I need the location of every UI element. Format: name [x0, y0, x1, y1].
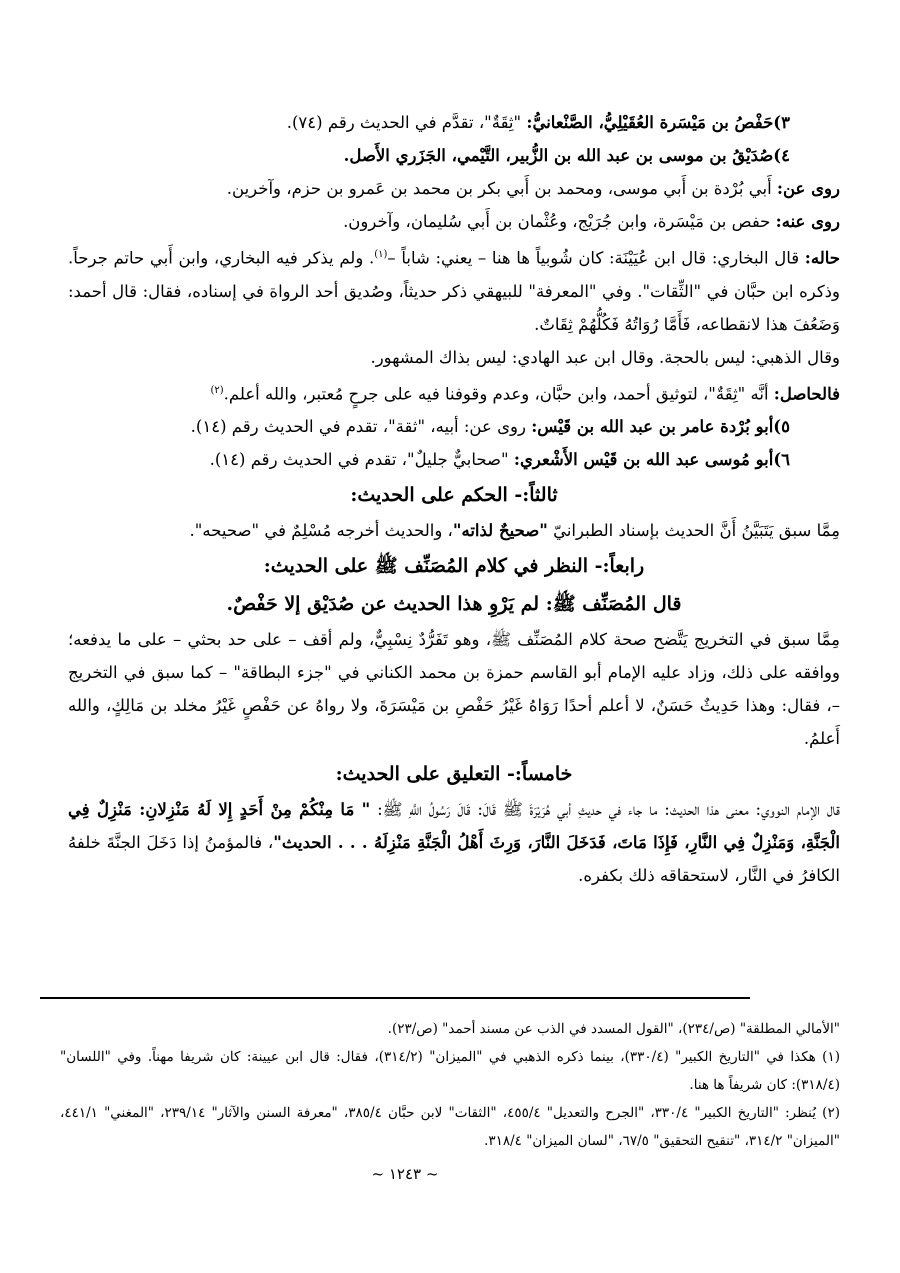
dhahabi-paragraph: [68, 341, 840, 374]
status-text: قال البخاري: قال ابن عُيَيْنَة: كان شُوبياً ها هنا – يعني: شاباً –: [387, 248, 805, 268]
narrator-5-text: روى عن: أبيه، "ثقة"، تقدم في الحديث رقم (١٤).: [190, 417, 532, 436]
narrated-by-text: حفص بن مَيْسَرة، وابن جُرَيْج، وعُثْمان بن أَبي سُليمان، وآخرون.: [343, 212, 776, 231]
footnotes: [60, 1015, 840, 1155]
narrated-by: [68, 205, 840, 238]
footnote-ref-1[interactable]: (١): [374, 249, 388, 260]
narrator-6-text: "صحابيٌّ جليلٌ"، تقدم في الحديث رقم (١٤).: [209, 450, 514, 469]
commentary-text: قال الإمام النووي: معنى هذا الحديث: ما جاء في حديثِ أبي هُرَيْرَةَ ﷺ قَالَ: قَالَ رَسُولُ اللَّهِ ﷺ:: [370, 800, 840, 819]
heading-third-title: ثالثاً:- الحكم على الحديث: [357, 484, 558, 506]
narrator-5-name: ٥)أبو بُرْدة عامر بن عبد الله بن قَيْس:: [531, 417, 790, 436]
narrated-from-text: أَبي بُرْدة بن أَبي موسى، ومحمد بن أَبي بكر بن محمد بن عَمرو بن حزم، وآخرين.: [226, 179, 777, 198]
dhahabi-text: وقال الذهبي: ليس بالحجة. وقال ابن عبد الهادي: ليس بذاك المشهور.: [370, 347, 840, 367]
page-number: ~ ١٢٤٣ ~: [371, 1165, 439, 1183]
footnote-divider: [40, 997, 750, 999]
narrated-from-label: روى عن:: [776, 179, 840, 198]
heading-third-colon: :: [350, 484, 358, 506]
heading-fifth: [68, 755, 840, 793]
heading-fifth-title: خامساً:- التعليق على الحديث: [342, 763, 573, 785]
narrator-3-text: "ثِقَةٌ"، تقدَّم في الحديث رقم (٧٤).: [286, 113, 527, 132]
narrator-4-name: ٤)صُدَيْقُ بن موسى بن عبد الله بن الزُّبير، التَّيْمي، الجَزَري الأَصل.: [343, 146, 790, 165]
ruling-text: مِمَّا سبق يَتَبَيَّنُ أَنَّ الحديث بإسناد الطبرانيّ: [547, 521, 840, 540]
narrator-6-name: ٦)أبو مُوسى عبد الله بن قَيْس الأَشْعري:: [513, 450, 790, 469]
main-text: [68, 106, 840, 892]
narrator-3-name: ٣)حَفْصُ بن مَيْسَرة العُقَيْلِيُّ، الصَّنْعانيُّ:: [526, 113, 790, 132]
heading-fourth-colon: :: [263, 555, 271, 577]
discussion-text: مِمَّا سبق في التخريج يَتَّضح صحة كلام المُصَنِّف ﷺ، وهو تَفَرُّدٌ نِسْبِيٌّ، ولم أقف – على حد بحثي – على ما يدفعه؛ ووافقه على ذلك، وزاد عليه الإمام أبو القاسم حمزة بن محمد الكناني في "جزء البطاقة" – كما سبق في التخريج –، فقال: وهذا حَدِيثٌ حَسَنٌ، لا أعلم أحدًا رَوَاهُ غَيْرُ حَفْصِ بن مَيْسَرَةَ، ولا رواهُ عن حَفْصٍ غَيْرُ مخلد بن مَالِكٍ، والله أَعلمُ.: [68, 630, 840, 748]
ruling-bold: "صحيحٌ لذاته": [452, 521, 548, 540]
footnote-ref-2[interactable]: (٢): [210, 384, 224, 396]
heading-third: [68, 476, 840, 514]
hadith-quote: " مَا مِنْكُمْ مِنْ أَحَدٍ إِلا لَهُ مَنْزِلانِ: مَنْزِلٌ فِي الْجَنَّةِ، وَمَنْزِلٌ فِي النَّارِ، فَإِذَا مَاتَ، فَدَخَلَ النَّارَ، وَرِثَ أَهْلُ الْجَنَّةِ مَنْزِلَهُ . . . الحديث": [68, 800, 840, 852]
footnote-0: "الأمالي المطلقة" (ص/٢٣٤)، "القول المسدد في الذب عن مسند أحمد" (ص/٢٣).: [387, 1021, 840, 1037]
conclusion-label: فالحاصل:: [773, 384, 840, 403]
status-label: حاله:: [804, 248, 840, 268]
heading-fifth-colon: :: [335, 763, 343, 785]
commentary-text-cont: ، فالمؤمنُ إذا دَخَلَ الجنَّةَ خلفهُ الكافرُ في النَّار، لاستحقاقه ذلك بكفره.: [68, 833, 840, 885]
narrated-by-label: روى عنه:: [775, 212, 840, 231]
footnote-1: (١) هكذا في "التاريخ الكبير" (٣٣٠/٤)، بينما ذكره الذهبي في "الميزان" (٣١٤/٢)، فقال: قال ابن عيينة: كان شريفا مهناً. وفي "اللسان" (٣١٨/٤): كان شريفاً ها هنا.: [60, 1049, 840, 1093]
status-paragraph: [68, 238, 840, 341]
conclusion-paragraph: [68, 374, 840, 411]
conclusion-text: أنَّه "ثِقَةٌ"، لتوثيق أحمد، وابن حبَّان، وعدم وقوفنا فيه على جرحٍ مُعتبر، والله أعلم.: [223, 384, 774, 403]
heading-fourth: [68, 547, 840, 585]
heading-fourth-title: رابعاً:- النظر في كلام المُصَنِّف ﷺ على الحديث: [270, 555, 645, 577]
ruling-paragraph: [68, 514, 840, 547]
commentary-paragraph: [68, 793, 840, 892]
narrator-4: [68, 139, 840, 172]
ruling-text-cont: ، والحديث أخرجه مُسْلِمٌ في "صحيحه".: [189, 521, 453, 540]
discussion-paragraph: [68, 623, 840, 755]
footnote-2: (٢) يُنظر: "التاريخ الكبير" ٣٣٠/٤، "الجرح والتعديل" ٤٥٥/٤، "الثقات" لابن حبَّان ٣٨٥/٤، "معرفة السنن والآثار" ٢٣٩/١٤، "المغني" ٤٤١/١، "الميزان" ٣١٤/٢، "تنقيح التحقيق" ٦٧/٥، "لسان الميزان" ٣١٨/٤.: [60, 1105, 840, 1149]
narrator-5: [68, 410, 840, 443]
narrator-6: [68, 443, 840, 476]
author-statement: [68, 585, 840, 623]
author-statement-text: قال المُصَنِّف ﷺ: لم يَرْوِ هذا الحديث عن صُدَيْق إلا حَفْصٌ.: [226, 593, 682, 615]
narrator-3: [68, 106, 840, 139]
status-text-cont: . ولم يذكر فيه البخاري، وابن أَبي حاتم جرحاً. وذكره ابن حبَّان في "الثِّقات". وفي "المعرفة" للبيهقي ذكر حديثاً، وصُديق أحد الرواة في إسناده، فقال: قال أحمد: وَضَعُفَ هذا لانقطاعه، فَأَمَّا رُوَاتُهُ فَكُلُّهُمْ ثِقَاتٌ.: [68, 248, 840, 334]
narrated-from: [68, 172, 840, 205]
